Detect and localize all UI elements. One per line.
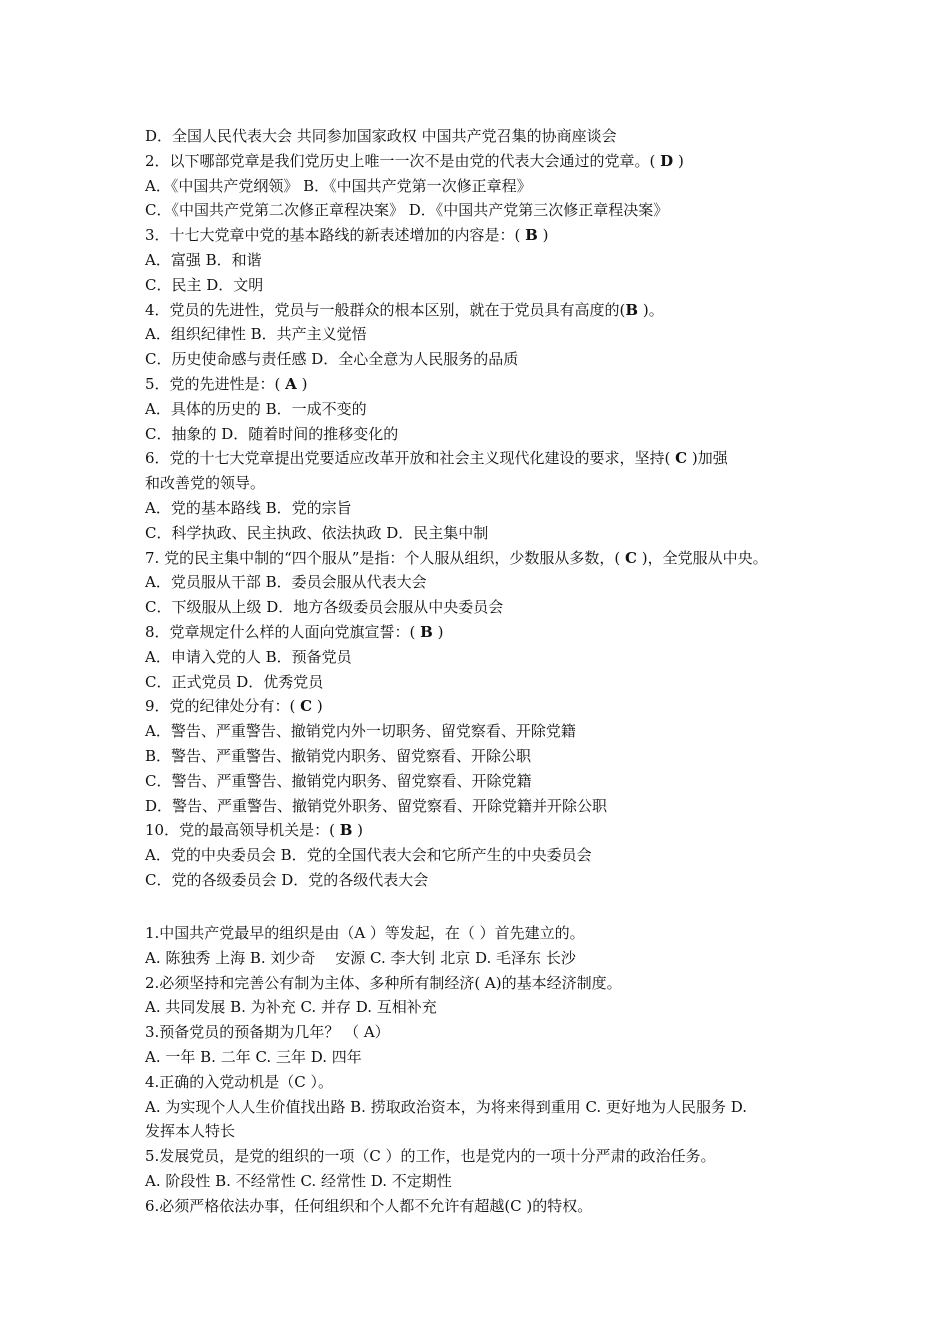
line-text: C．党的各级委员会 D．党的各级代表大会 (145, 870, 429, 889)
line-text: 10．党的最高领导机关是：( (145, 821, 340, 840)
line-text: A. 为实现个人人生价值找出路 B. 捞取政治资本，为将来得到重用 C. 更好地为人民服务 D. (145, 1097, 747, 1116)
answer-letter: C (675, 449, 688, 468)
line-text: 2．以下哪部党章是我们党历史上唯一一次不是由党的代表大会通过的党章。( (145, 151, 661, 170)
text-line (145, 1045, 835, 1070)
text-line (145, 273, 835, 298)
line-text: A．党的基本路线 B．党的宗旨 (145, 498, 352, 517)
line-text-after: )，全党服从中央。 (637, 548, 768, 567)
line-text-after: )。 (638, 300, 664, 319)
text-line (145, 496, 835, 521)
line-text-after: ) (537, 226, 549, 245)
text-line (145, 769, 835, 794)
text-line (145, 1169, 835, 1194)
line-text: A．警告、严重警告、撤销党内外一切职务、留党察看、开除党籍 (145, 722, 576, 741)
text-line (145, 744, 835, 769)
answer-letter: B (525, 226, 538, 245)
text-line (145, 124, 835, 149)
line-text-after: ) (312, 697, 323, 716)
line-text-after: )加强 (687, 449, 728, 468)
text-line (145, 946, 835, 971)
answer-letter: A (285, 374, 297, 393)
text-line (145, 645, 835, 670)
line-text: D．全国人民代表大会 共同参加国家政权 中国共产党召集的协商座谈会 (145, 127, 617, 145)
text-line (145, 397, 835, 422)
line-text: B．警告、严重警告、撤销党内职务、留党察看、开除公职 (145, 746, 532, 765)
text-line (145, 1070, 835, 1095)
line-text: A. 一年 B. 二年 C. 三年 D. 四年 (145, 1047, 362, 1066)
text-line (145, 174, 835, 199)
line-text: 8．党章规定什么样的人面向党旗宣誓：( (145, 622, 421, 641)
line-text: 1.中国共产党最早的组织是由（A ）等发起，在（ ）首先建立的。 (145, 924, 585, 942)
text-line (145, 818, 835, 843)
line-text: C．科学执政、民主执政、依法执政 D．民主集中制 (145, 523, 489, 542)
text-line (145, 794, 835, 819)
line-text: A．党的中央委员会 B．党的全国代表大会和它所产生的中央委员会 (145, 846, 592, 865)
text-line (145, 471, 835, 496)
line-text: 6.必须严格依法办事，任何组织和个人都不允许有超越(C )的特权。 (145, 1196, 593, 1215)
line-text: C．正式党员 D．优秀党员 (145, 672, 324, 691)
line-text: 发挥本人特长 (145, 1122, 236, 1141)
text-line (145, 921, 835, 946)
text-line (145, 422, 835, 447)
line-text: C．警告、严重警告、撤销党内职务、留党察看、开除党籍 (145, 771, 532, 790)
text-line (145, 868, 835, 893)
line-text: C．下级服从上级 D．地方各级委员会服从中央委员会 (145, 598, 504, 617)
text-line (145, 971, 835, 996)
text-line (145, 322, 835, 347)
text-line (145, 1144, 835, 1169)
line-text: 和改善党的领导。 (145, 474, 266, 493)
answer-letter: B (339, 821, 353, 840)
text-line (145, 1194, 835, 1219)
answer-letter: D (660, 151, 674, 170)
line-text: 2.必须坚持和完善公有制为主体、多种所有制经济( A)的基本经济制度。 (145, 973, 622, 992)
line-text: A. 陈独秀 上海 B. 刘少奇 安源 C. 李大钊 北京 D. 毛泽东 长沙 (145, 948, 576, 967)
line-text: 5．党的先进性是：( (145, 374, 286, 393)
text-line (145, 248, 835, 273)
line-text-after: ) (673, 151, 684, 170)
answer-letter: B (420, 622, 433, 641)
line-text: C．《中国共产党第二次修正章程决案》 D．《中国共产党第三次修正章程决案》 (145, 201, 669, 220)
text-line (145, 670, 835, 695)
line-text: 6．党的十七大党章提出党要适应改革开放和社会主义现代化建设的要求，坚持( (145, 449, 676, 468)
text-line (145, 1119, 835, 1144)
text-line (145, 372, 835, 397)
text-line (145, 595, 835, 620)
line-text: A. 共同发展 B. 为补充 C. 并存 D. 互相补充 (145, 998, 437, 1017)
line-text-after: ) (352, 821, 364, 840)
answer-letter: C (625, 548, 637, 567)
text-line (145, 620, 835, 645)
text-line (145, 546, 835, 571)
line-text: 3.预备党员的预备期为几年？ （ A） (145, 1023, 390, 1042)
text-line (145, 694, 835, 719)
line-text: A．具体的历史的 B．一成不变的 (145, 399, 367, 418)
line-text: 4.正确的入党动机是（C ）。 (145, 1072, 334, 1091)
text-line (145, 446, 835, 471)
text-line (145, 149, 835, 174)
text-line (145, 521, 835, 546)
text-line (145, 719, 835, 744)
text-line (145, 570, 835, 595)
line-text: A．组织纪律性 B．共产主义觉悟 (145, 325, 367, 344)
line-text: A. 阶段性 B. 不经常性 C. 经常性 D. 不定期性 (145, 1171, 452, 1190)
line-text: C．历史使命感与责任感 D．全心全意为人民服务的品质 (145, 350, 519, 369)
question-section-2 (145, 921, 835, 1219)
text-line (145, 298, 835, 323)
line-text: 4．党员的先进性，党员与一般群众的根本区别，就在于党员具有高度的( (145, 300, 626, 319)
text-line (145, 223, 835, 248)
line-text: 3．十七大党章中党的基本路线的新表述增加的内容是：( (145, 226, 526, 245)
text-line (145, 1020, 835, 1045)
text-line (145, 347, 835, 372)
line-text: A．申请入党的人 B．预备党员 (145, 647, 352, 666)
line-text: D．警告、严重警告、撤销党外职务、留党察看、开除党籍并开除公职 (145, 796, 608, 815)
line-text: A．富强 B．和谐 (145, 250, 262, 269)
line-text: C．抽象的 D．随着时间的推移变化的 (145, 424, 399, 443)
answer-letter: B (625, 300, 639, 319)
line-text-after: ) (432, 622, 444, 641)
line-text-after: ) (296, 374, 308, 393)
question-section-1 (145, 124, 835, 893)
text-line (145, 1095, 835, 1120)
text-line (145, 843, 835, 868)
line-text: 7. 党的民主集中制的“四个服从”是指：个人服从组织，少数服从多数，( (145, 548, 626, 567)
line-text: 5.发展党员，是党的组织的一项（C ）的工作，也是党内的一项十分严肃的政治任务。 (145, 1147, 716, 1166)
line-text: 9．党的纪律处分有：( (145, 697, 301, 716)
line-text: A．《中国共产党纲领》 B．《中国共产党第一次修正章程》 (145, 176, 532, 195)
line-text: A．党员服从干部 B．委员会服从代表大会 (145, 573, 427, 592)
line-text: C．民主 D．文明 (145, 275, 264, 294)
text-line (145, 198, 835, 223)
answer-letter: C (300, 697, 313, 716)
text-line (145, 995, 835, 1020)
